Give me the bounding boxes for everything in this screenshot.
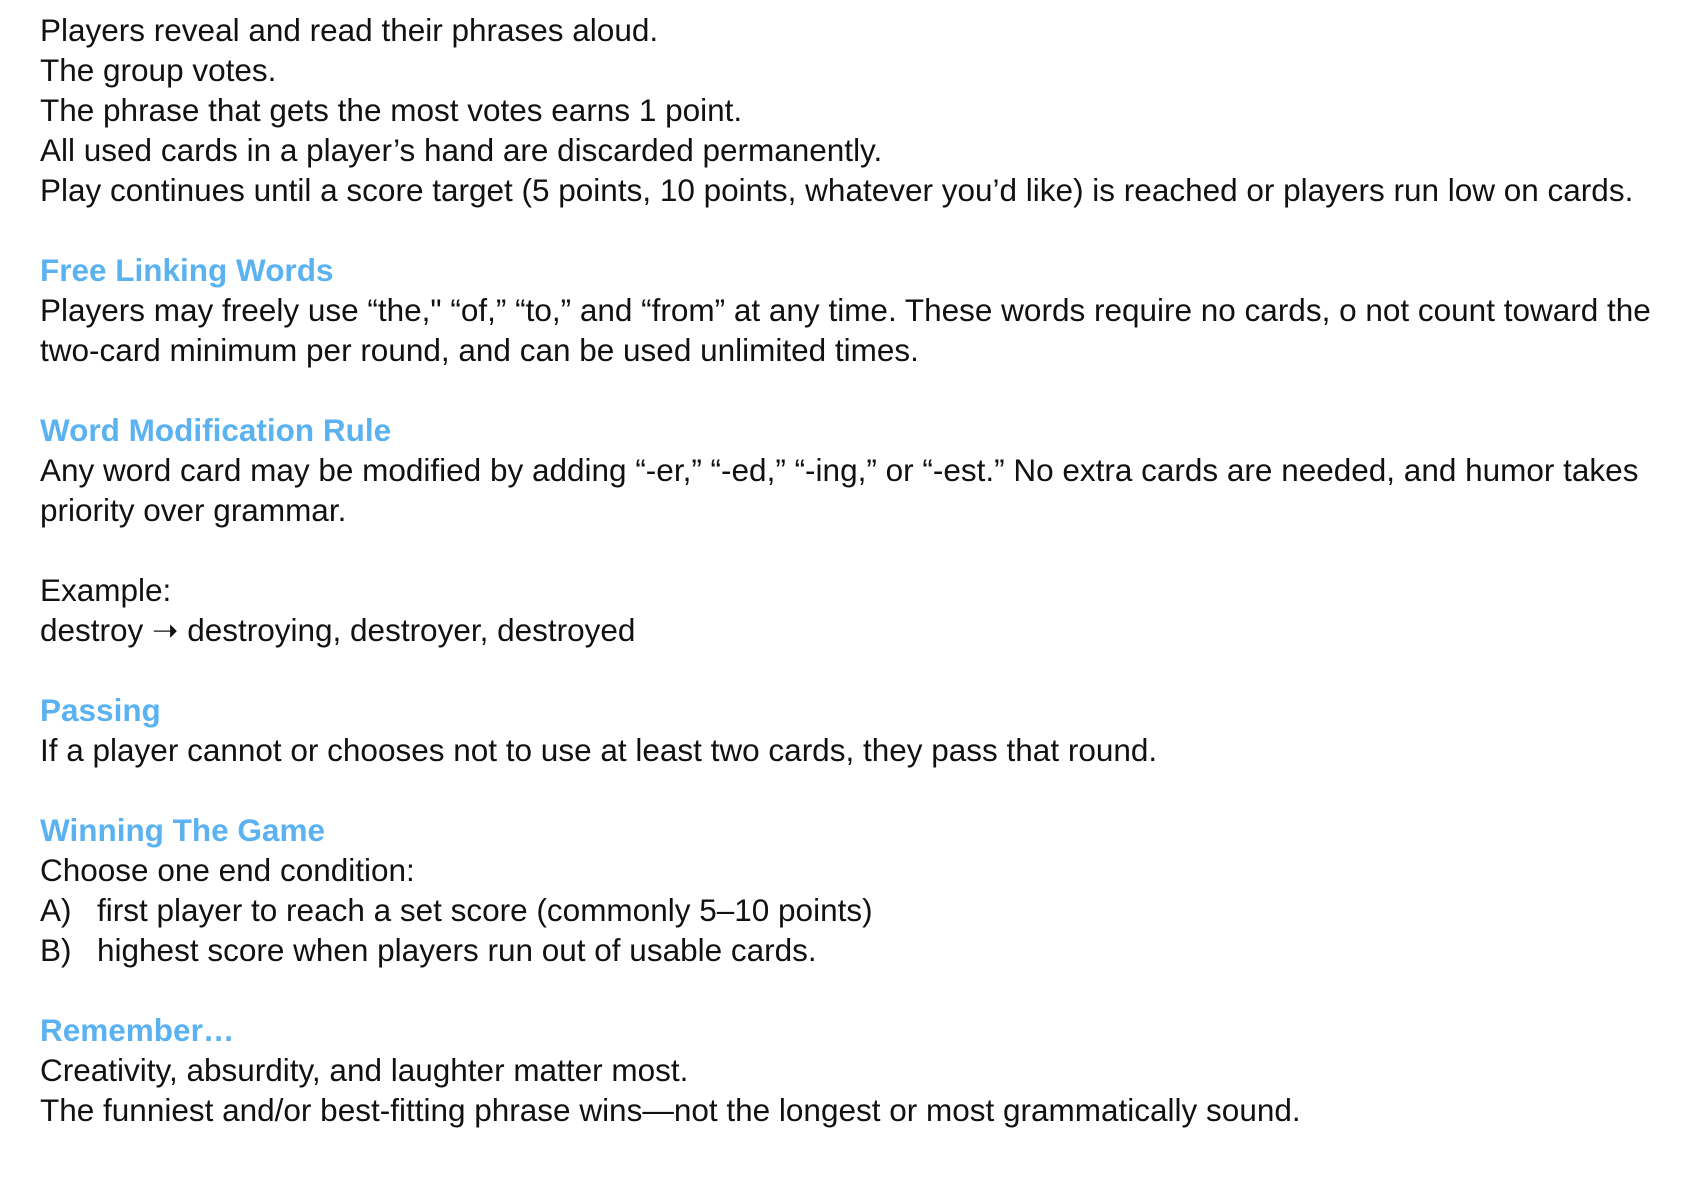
list-marker: B): [40, 932, 72, 968]
winning-section: [40, 810, 1680, 970]
word-modification-body: Any word card may be modified by adding “-er,” “-ed,” “-ing,” or “-est.” No extra cards are needed, and humor takes priority over grammar.: [40, 452, 1639, 528]
free-linking-section: [40, 250, 1680, 370]
passing-section: [40, 690, 1680, 770]
example-label: Example:: [40, 572, 172, 608]
intro-section: [40, 10, 1680, 210]
list-item-text: highest score when players run out of usable cards.: [97, 932, 817, 968]
section-spacer: [40, 210, 1680, 250]
intro-line: The phrase that gets the most votes earns 1 point.: [40, 92, 743, 128]
list-marker: A): [40, 892, 72, 928]
remember-section: [40, 1010, 1680, 1130]
document-body: [40, 10, 1680, 1130]
intro-line: Play continues until a score target (5 points, 10 points, whatever you’d like) is reached or players run low on cards.: [40, 172, 1634, 208]
example-text: destroy ➝ destroying, destroyer, destroyed: [40, 612, 636, 648]
winning-intro: Choose one end condition:: [40, 852, 415, 888]
intro-line: All used cards in a player’s hand are discarded permanently.: [40, 132, 883, 168]
free-linking-heading: Free Linking Words: [40, 252, 334, 288]
word-modification-heading: Word Modification Rule: [40, 412, 392, 448]
passing-heading: Passing: [40, 692, 161, 728]
intro-line: The group votes.: [40, 52, 277, 88]
winning-heading: Winning The Game: [40, 812, 325, 848]
passing-body: If a player cannot or chooses not to use at least two cards, they pass that round.: [40, 732, 1158, 768]
remember-heading: Remember…: [40, 1012, 235, 1048]
section-spacer: [40, 970, 1680, 1010]
section-spacer: [40, 770, 1680, 810]
free-linking-body: Players may freely use “the," “of,” “to,” and “from” at any time. These words require no cards, o not count toward the two-card minimum per round, and can be used unlimited times.: [40, 292, 1651, 368]
remember-line: The funniest and/or best-fitting phrase wins—not the longest or most grammatically sound.: [40, 1092, 1301, 1128]
section-spacer: [40, 650, 1680, 690]
list-item-text: first player to reach a set score (commonly 5–10 points): [97, 892, 873, 928]
list-item: [40, 930, 1680, 970]
paragraph-spacer: [40, 530, 1680, 570]
list-item: [40, 890, 1680, 930]
word-modification-section: [40, 410, 1680, 650]
intro-line: Players reveal and read their phrases aloud.: [40, 12, 659, 48]
section-spacer: [40, 370, 1680, 410]
remember-line: Creativity, absurdity, and laughter matter most.: [40, 1052, 689, 1088]
